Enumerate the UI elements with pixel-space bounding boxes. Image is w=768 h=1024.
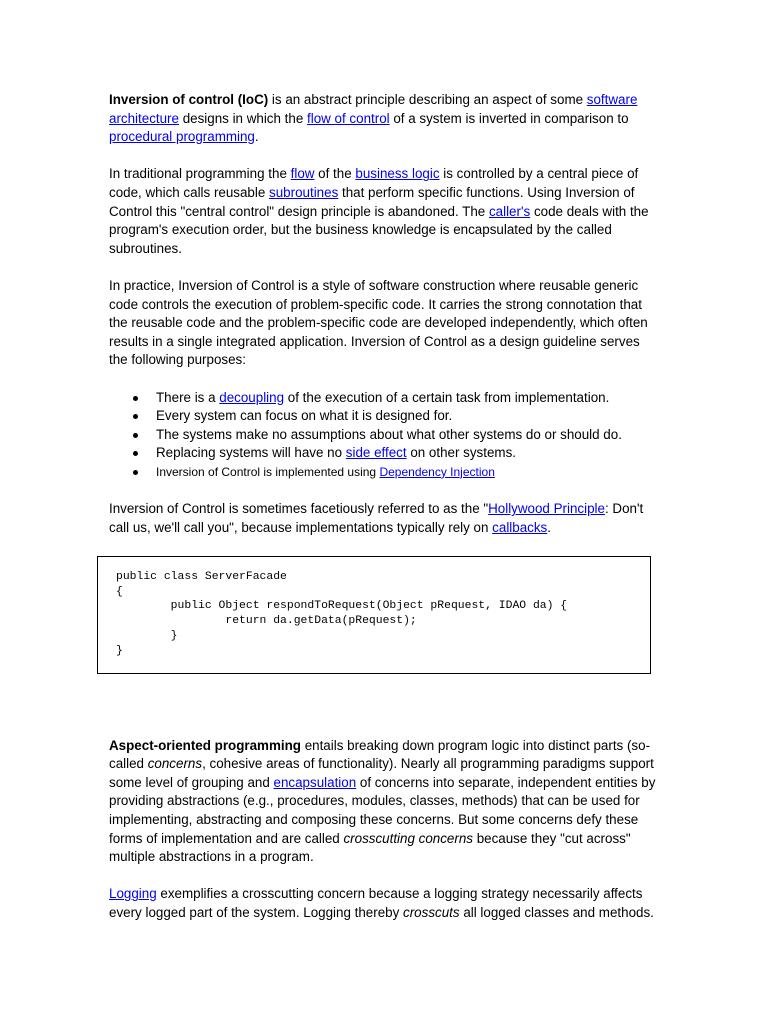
- text-run: .: [254, 129, 259, 145]
- paragraph-ioc-definition: [109, 91, 661, 147]
- paragraph-traditional-programming: [109, 165, 661, 258]
- text-run: on other systems.: [406, 445, 516, 461]
- paragraph-logging: [109, 885, 661, 922]
- list-item: [156, 463, 661, 482]
- link-encapsulation[interactable]: encapsulation: [273, 774, 357, 790]
- text-run: .: [547, 519, 551, 535]
- text-run: all logged classes and methods.: [459, 904, 654, 920]
- text-run: exemplifies a crosscutting concern because a logging strategy necessarily affects every logged part of the system. Logging thereby: [109, 886, 643, 920]
- code-line: public class ServerFacade: [116, 570, 287, 583]
- link-logging[interactable]: Logging: [109, 886, 157, 902]
- paragraph-aspect-oriented-programming: [109, 737, 661, 867]
- text-run: There is a: [156, 389, 220, 405]
- text-run: because they "cut across" multiple abstractions in a program.: [109, 830, 631, 865]
- text-run: is an abstract principle describing an aspect of some: [268, 92, 587, 107]
- term-aspect-oriented-programming: Aspect-oriented programming: [109, 737, 301, 753]
- paragraph-hollywood-principle: [109, 500, 661, 537]
- text-run: : Don't call us, we'll call you", because implementations typically rely on: [109, 501, 644, 535]
- text-run: that perform specific functions. Using Inversion of Control this "central control" design principle is abandoned. The: [109, 184, 635, 219]
- code-line: return da.getData(pRequest);: [116, 615, 417, 628]
- link-callers[interactable]: caller's: [488, 203, 531, 219]
- link-flow-of-control[interactable]: flow of control: [307, 110, 390, 126]
- document-page: [109, 91, 661, 941]
- text-run: Inversion of Control is implemented using: [156, 464, 380, 479]
- link-procedural-programming[interactable]: procedural programming: [109, 129, 255, 145]
- paragraph-in-practice: In practice, Inversion of Control is a style of software construction where reusable generic code controls the execution of problem-specific code. It carries the strong connotation that the reusable code and the problem-specific code are developed independently, which often results in a single integrated application. Inversion of Control as a design guideline serves the following purposes:: [109, 277, 648, 368]
- term-inversion-of-control: Inversion of control (IoC): [109, 92, 269, 107]
- text-run: of the execution of a certain task from implementation.: [284, 389, 610, 405]
- list-item: [156, 389, 661, 408]
- link-hollywood-principle[interactable]: Hollywood Principle: [488, 501, 605, 517]
- code-line: {: [116, 585, 123, 598]
- list-item: The systems make no assumptions about what other systems do or should do.: [156, 426, 661, 445]
- text-run: designs in which the: [178, 110, 307, 126]
- spacer: [109, 674, 661, 737]
- text-run: entails breaking down program logic into distinct parts (so-called: [109, 737, 651, 772]
- link-dependency-injection[interactable]: Dependency Injection: [379, 464, 495, 479]
- code-line: }: [116, 630, 178, 643]
- text-run: is controlled by a central piece of code, which calls reusable: [109, 166, 639, 200]
- link-business-logic[interactable]: business logic: [355, 166, 440, 182]
- text-run: of a system is inverted in comparison to: [389, 110, 629, 126]
- text-run: code deals with the program's execution order, but the business knowledge is encapsulated by the called subroutines.: [109, 203, 649, 256]
- text-run: In traditional programming the: [109, 166, 291, 182]
- link-decoupling[interactable]: decoupling: [219, 389, 285, 405]
- code-line: }: [116, 644, 123, 657]
- text-run: of concerns into separate, independent entities by providing abstractions (e.g., procedures, modules, classes, methods) that can be used for implementing, abstracting and composing these concerns. But some concerns defy these forms of implementation and are called: [109, 774, 656, 846]
- link-subroutines[interactable]: subroutines: [269, 184, 339, 200]
- emphasis-concerns: concerns: [147, 756, 203, 772]
- emphasis-crosscuts: crosscuts: [403, 904, 460, 920]
- list-item: Every system can focus on what it is designed for.: [156, 407, 661, 426]
- purposes-list: [109, 389, 661, 482]
- text-run: of the: [314, 166, 356, 182]
- emphasis-crosscutting-concerns: crosscutting concerns: [343, 830, 473, 846]
- code-sample: [97, 556, 651, 674]
- code-line: public Object respondToRequest(Object pRequest, IDAO da) {: [116, 600, 568, 613]
- text-run: Replacing systems will have no: [156, 445, 346, 461]
- text-run: Inversion of Control is sometimes facetiously referred to as the ": [109, 501, 489, 517]
- list-item: [156, 444, 661, 463]
- link-side-effect[interactable]: side effect: [345, 445, 407, 461]
- text-run: , cohesive areas of functionality). Nearly all programming paradigms support some level of grouping and: [109, 756, 654, 790]
- link-flow[interactable]: flow: [290, 166, 315, 182]
- link-callbacks[interactable]: callbacks: [492, 519, 548, 535]
- link-software-architecture[interactable]: software architecture: [109, 92, 638, 126]
